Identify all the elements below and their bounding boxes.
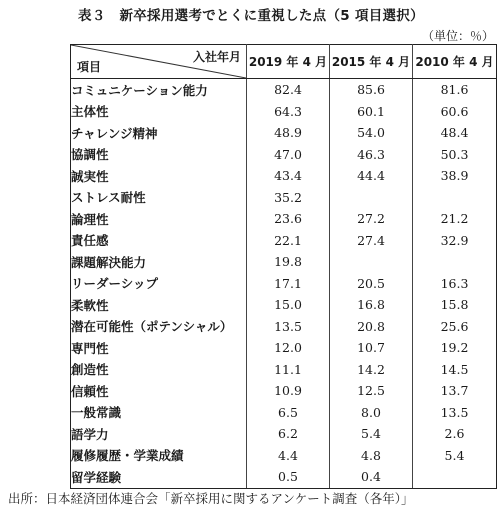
value-cell: 27.2 <box>330 208 413 230</box>
value-cell: 20.5 <box>330 273 413 295</box>
row-label: 論理性 <box>71 208 247 230</box>
value-cell: 23.6 <box>247 208 330 230</box>
row-label: 創造性 <box>71 359 247 381</box>
corner-cell <box>71 45 247 79</box>
value-cell: 35.2 <box>247 187 330 209</box>
value-cell: 12.5 <box>330 380 413 402</box>
value-cell: 60.1 <box>330 101 413 123</box>
value-cell: 32.9 <box>413 230 497 252</box>
table-row <box>71 79 497 101</box>
table-row <box>71 208 497 230</box>
value-cell: 0.4 <box>330 466 413 488</box>
value-cell: 4.8 <box>330 445 413 467</box>
value-cell: 82.4 <box>247 79 330 101</box>
value-cell: 44.4 <box>330 165 413 187</box>
value-cell: 5.4 <box>330 423 413 445</box>
row-label: 課題解決能力 <box>71 251 247 273</box>
row-label: 専門性 <box>71 337 247 359</box>
value-cell <box>413 187 497 209</box>
value-cell: 48.9 <box>247 122 330 144</box>
corner-col-header: 項目 <box>77 60 102 74</box>
value-cell: 0.5 <box>247 466 330 488</box>
value-cell: 4.4 <box>247 445 330 467</box>
row-label: 責任感 <box>71 230 247 252</box>
column-header: 2019 年 4 月 <box>247 45 330 79</box>
table-row <box>71 316 497 338</box>
table-row <box>71 402 497 424</box>
row-label: 柔軟性 <box>71 294 247 316</box>
value-cell <box>413 251 497 273</box>
value-cell: 46.3 <box>330 144 413 166</box>
table-row <box>71 359 497 381</box>
value-cell <box>330 251 413 273</box>
value-cell: 6.5 <box>247 402 330 424</box>
value-cell: 15.0 <box>247 294 330 316</box>
value-cell: 38.9 <box>413 165 497 187</box>
table-row <box>71 423 497 445</box>
row-label: ストレス耐性 <box>71 187 247 209</box>
value-cell: 2.6 <box>413 423 497 445</box>
value-cell: 14.2 <box>330 359 413 381</box>
table-row <box>71 466 497 488</box>
table-row <box>71 101 497 123</box>
table-row <box>71 230 497 252</box>
header-row <box>71 45 497 79</box>
row-label: 誠実性 <box>71 165 247 187</box>
value-cell: 19.2 <box>413 337 497 359</box>
table-row <box>71 273 497 295</box>
corner-row-header: 入社年月 <box>192 50 241 64</box>
table-row <box>71 165 497 187</box>
row-label: 潜在可能性（ポテンシャル） <box>71 316 247 338</box>
value-cell: 22.1 <box>247 230 330 252</box>
table-row <box>71 251 497 273</box>
value-cell: 16.8 <box>330 294 413 316</box>
value-cell: 85.6 <box>330 79 413 101</box>
value-cell: 14.5 <box>413 359 497 381</box>
value-cell: 60.6 <box>413 101 497 123</box>
value-cell: 5.4 <box>413 445 497 467</box>
row-label: 語学力 <box>71 423 247 445</box>
value-cell: 16.3 <box>413 273 497 295</box>
value-cell: 12.0 <box>247 337 330 359</box>
value-cell: 50.3 <box>413 144 497 166</box>
value-cell: 13.7 <box>413 380 497 402</box>
value-cell: 15.8 <box>413 294 497 316</box>
table-row <box>71 187 497 209</box>
column-header: 2010 年 4 月 <box>413 45 497 79</box>
value-cell: 64.3 <box>247 101 330 123</box>
table-row <box>71 144 497 166</box>
table-row <box>71 122 497 144</box>
value-cell <box>330 187 413 209</box>
table-body <box>71 45 497 489</box>
value-cell: 8.0 <box>330 402 413 424</box>
value-cell: 54.0 <box>330 122 413 144</box>
table-row <box>71 445 497 467</box>
value-cell: 19.8 <box>247 251 330 273</box>
value-cell: 21.2 <box>413 208 497 230</box>
row-label: 留学経験 <box>71 466 247 488</box>
table-row <box>71 294 497 316</box>
source-note: 出所：日本経済団体連合会「新卒採用に関するアンケート調査（各年）」 <box>8 491 414 506</box>
row-label: コミュニケーション能力 <box>71 79 247 101</box>
row-label: チャレンジ精神 <box>71 122 247 144</box>
row-label: 協調性 <box>71 144 247 166</box>
value-cell: 10.7 <box>330 337 413 359</box>
value-cell: 47.0 <box>247 144 330 166</box>
table-title: 表３ 新卒採用選考でとくに重視した点（5 項目選択） <box>78 8 424 24</box>
value-cell: 27.4 <box>330 230 413 252</box>
value-cell: 25.6 <box>413 316 497 338</box>
value-cell: 10.9 <box>247 380 330 402</box>
value-cell: 11.1 <box>247 359 330 381</box>
value-cell: 13.5 <box>413 402 497 424</box>
value-cell: 6.2 <box>247 423 330 445</box>
row-label: 一般常識 <box>71 402 247 424</box>
value-cell: 43.4 <box>247 165 330 187</box>
value-cell <box>413 466 497 488</box>
row-label: 履修履歴・学業成績 <box>71 445 247 467</box>
value-cell: 81.6 <box>413 79 497 101</box>
value-cell: 17.1 <box>247 273 330 295</box>
data-table <box>70 44 497 489</box>
unit-label: （単位：％） <box>421 29 494 43</box>
value-cell: 20.8 <box>330 316 413 338</box>
value-cell: 13.5 <box>247 316 330 338</box>
table-row <box>71 337 497 359</box>
row-label: 信頼性 <box>71 380 247 402</box>
row-label: リーダーシップ <box>71 273 247 295</box>
table-row <box>71 380 497 402</box>
row-label: 主体性 <box>71 101 247 123</box>
column-header: 2015 年 4 月 <box>330 45 413 79</box>
value-cell: 48.4 <box>413 122 497 144</box>
